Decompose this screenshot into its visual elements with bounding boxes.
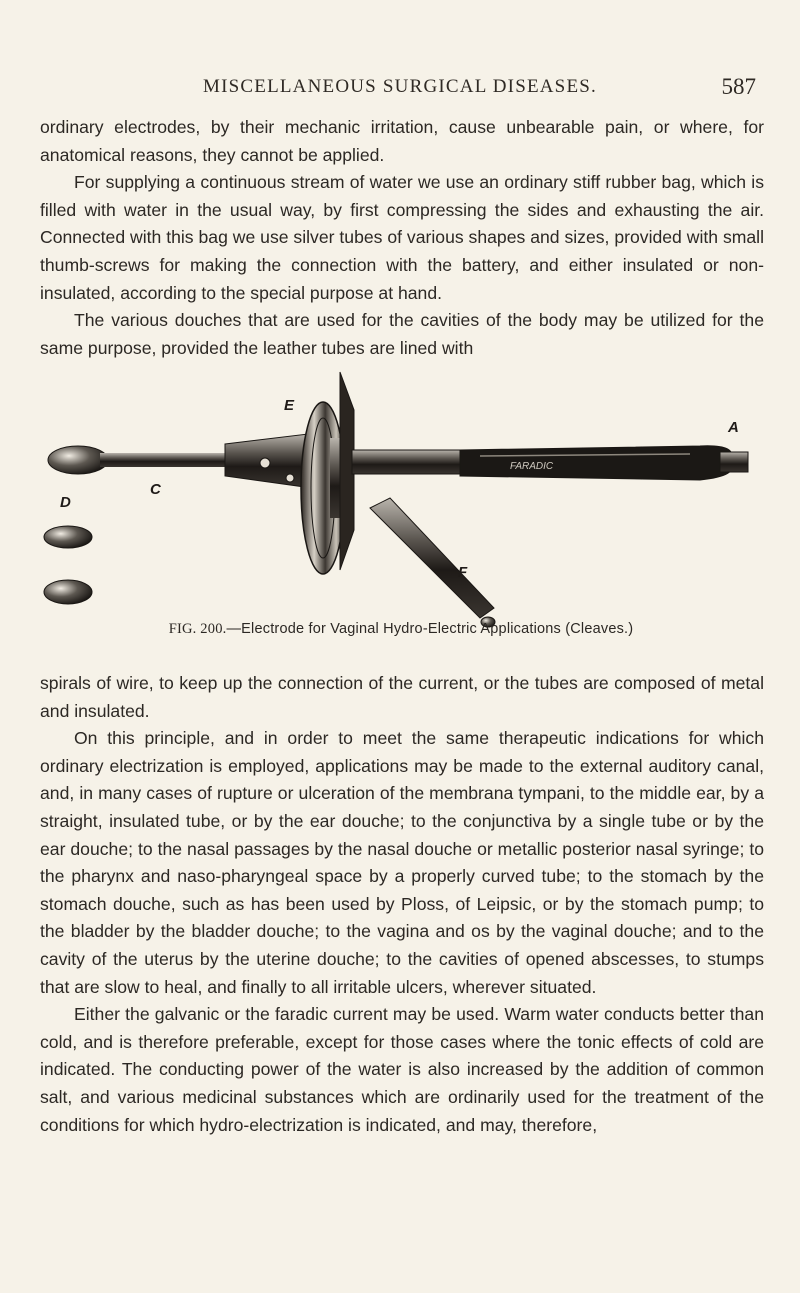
running-head: MISCELLANEOUS SURGICAL DISEASES.: [203, 76, 597, 97]
paragraph: Either the galvanic or the faradic current may be used. Warm water conducts better than cold, and is therefore preferable, except for those cases where the tonic effects of cold are indicated. The conducting power of the water is also increased by the addition of common salt, and various medicinal substances which are ordinarily used for the treatment of the conditions for which hydro-electrization is indicated, and may, therefore,: [40, 1004, 764, 1135]
paragraph: On this principle, and in order to meet the same therapeutic indications for which ordinary electrization is employed, applications may be made to the external auditory canal, and, in many cases of rupture or ulceration of the membrana tympani, to the middle ear, by a straight, insulated tube, or by the ear douche; to the conjunctiva by a single tube or by the ear douche; to the nasal passages by the nasal douche or metallic posterior nasal syringe; to the pharynx and naso-pharyngeal space by a properly curved tube; to the stomach by the stomach douche, such as has been used by Ploss, of Leipsic, or by the stomach pump; to the bladder by the bladder douche; to the vagina and os by the vaginal douche; and to the cavity of the uterus by the uterine douche; to the cavities of opened abscesses, to stumps that are slow to heal, and finally to all irritable ulcers, wherever situated.: [40, 728, 764, 997]
electrode-engraving: [40, 370, 770, 640]
paragraph: spirals of wire, to keep up the connection of the current, or the tubes are composed of metal and insulated.: [40, 673, 764, 721]
page-header: [40, 76, 760, 104]
label-c: C: [150, 481, 161, 498]
paragraph: The various douches that are used for the cavities of the body may be utilized for the same purpose, provided the leather tubes are lined with: [40, 310, 764, 358]
text-block-bottom: [40, 670, 764, 1139]
label-f: F: [458, 564, 468, 581]
paragraph: ordinary electrodes, by their mechanic irritation, cause unbearable pain, or where, for anatomical reasons, they cannot be applied.: [40, 117, 764, 165]
handle-engraving: FARADIC: [510, 461, 554, 472]
figure-number: FIG. 200.: [168, 621, 227, 637]
figure-electrode: [40, 370, 770, 640]
caption-text: —Electrode for Vaginal Hydro-Electric Applications (Cleaves.): [226, 621, 634, 637]
figure-caption: [40, 621, 762, 638]
page-number: 587: [721, 74, 756, 99]
paragraph: For supplying a continuous stream of water we use an ordinary stiff rubber bag, which is filled with water in the usual way, by first compressing the sides and exhausting the air. Connected with this bag we use silver tubes of various shapes and sizes, provided with small thumb-screws for making the connection with the battery, and either insulated or non-insulated, according to the special purpose at hand.: [40, 172, 764, 303]
label-d: D: [60, 494, 71, 511]
label-a: A: [728, 419, 739, 436]
text-block-top: [40, 114, 764, 362]
label-e: E: [284, 397, 295, 414]
